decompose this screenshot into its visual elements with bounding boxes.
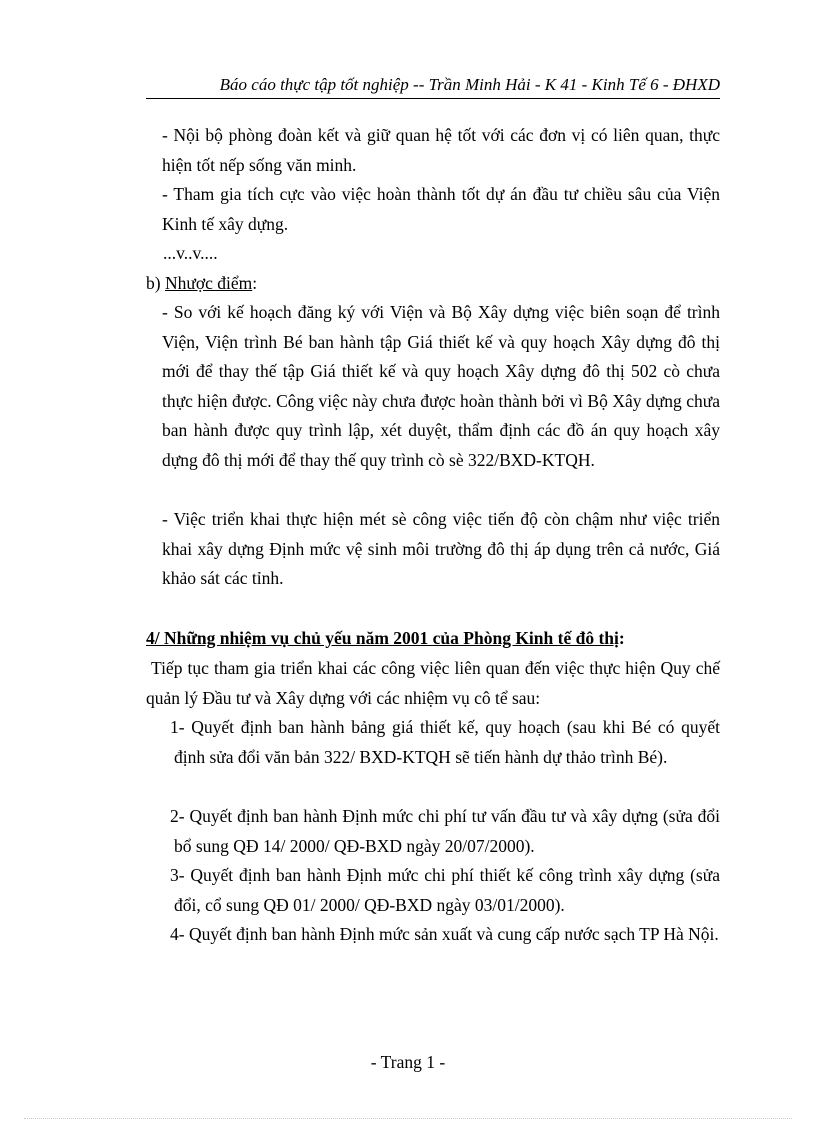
section-heading — [146, 624, 625, 654]
page-edge-divider — [24, 1118, 792, 1119]
page-number: - Trang 1 - — [370, 1052, 446, 1072]
weaknesses-label-prefix: b) — [146, 273, 165, 293]
task-item: 2- Quyết định ban hành Định mức chi phí tư vấn đầu tư và xây dựng (sửa đổi bổ sung QĐ 14/ 2000/ QĐ-BXD ngày 20/07/2000). — [170, 806, 720, 856]
page-footer — [0, 1050, 816, 1074]
task-item: 3- Quyết định ban hành Định mức chi phí thiết kế công trình xây dựng (sửa đổi, cổ sung QĐ 01/ 2000/ QĐ-BXD ngày 03/01/2000). — [170, 865, 720, 915]
etc-line: ...v..v.... — [163, 243, 218, 263]
weakness-item: - Việc triển khai thực hiện mét sè công việc tiến độ còn chậm như việc triển khai xây dựng Định mức vệ sinh môi trường đô thị áp dụng trên cả nước, Giá khảo sát các tỉnh. — [162, 509, 720, 588]
page-header — [146, 74, 720, 99]
task-item: 4- Quyết định ban hành Định mức sản xuất và cung cấp nước sạch TP Hà Nội. — [170, 924, 719, 944]
weakness-item: - So với kế hoạch đăng ký với Viện và Bộ Xây dựng việc biên soạn để trình Viện, Viện trình Bé ban hành tập Giá thiết kế và quy hoạch Xây dựng đô thị mới để thay thế tập Giá thiết kế và quy hoạch Xây dựng đô thị 502 cò chưa thực hiện được. Công việc này chưa được hoàn thành bởi vì Bộ Xây dựng chưa ban hành được quy trình lập, xét duyệt, thẩm định các đồ án quy hoạch xây dựng đô thị mới để thay thế quy trình cò sè 322/BXD-KTQH. — [162, 302, 720, 470]
section-heading-suffix: : — [618, 628, 625, 648]
weaknesses-label — [146, 269, 257, 299]
weaknesses-label-text: Nhược điểm — [164, 273, 253, 293]
tasks-intro: Tiếp tục tham gia triển khai các công việc liên quan đến việc thực hiện Quy chế quản lý Đầu tư và Xây dựng với các nhiệm vụ cô tể sau: — [146, 658, 720, 708]
strength-item: - Tham gia tích cực vào việc hoàn thành tốt dự án đầu tư chiều sâu của Viện Kinh tế xây dựng. — [162, 184, 720, 234]
task-item: 1- Quyết định ban hành bảng giá thiết kế, quy hoạch (sau khi Bé có quyết định sửa đổi văn bản 322/ BXD-KTQH sẽ tiến hành dự thảo trình Bé). — [170, 717, 720, 767]
header-text: Báo cáo thực tập tốt nghiệp -- Trần Minh Hải - K 41 - Kinh Tế 6 - ĐHXD — [219, 75, 720, 94]
strength-item: - Nội bộ phòng đoàn kết và giữ quan hệ tốt với các đơn vị có liên quan, thực hiện tốt nếp sống văn minh. — [162, 125, 720, 175]
section-heading-text: 4/ Những nhiệm vụ chủ yếu năm 2001 của Phòng Kinh tế đô thị — [146, 628, 619, 648]
weaknesses-label-suffix: : — [252, 273, 258, 293]
